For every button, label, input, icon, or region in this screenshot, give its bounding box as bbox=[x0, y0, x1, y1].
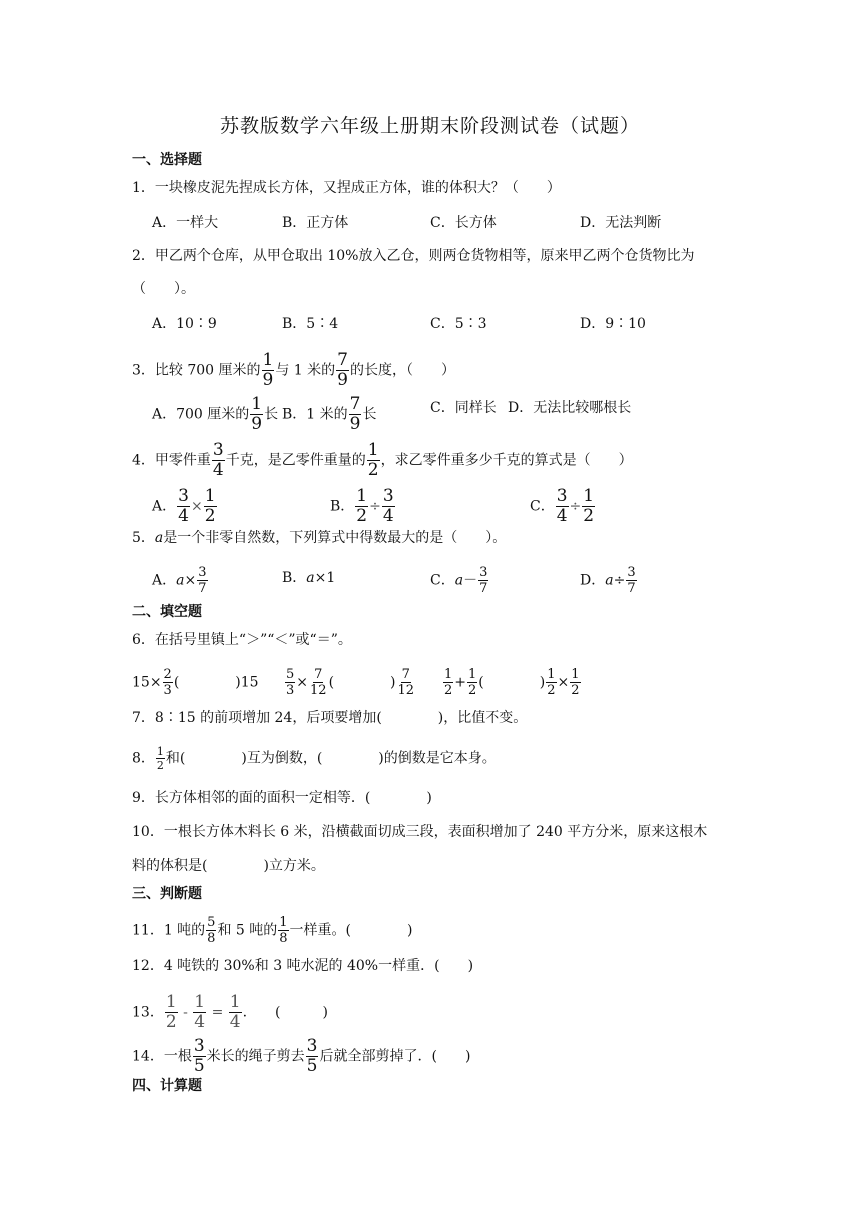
fraction: $\frac{7}{9}$ bbox=[349, 394, 361, 434]
fraction: $\frac{2}{3}$ bbox=[163, 667, 172, 698]
section-heading-choice: 一、选择题 bbox=[132, 152, 202, 168]
question-1-stem: 1．一块橡皮泥先捏成长方体，又捏成正方体，谁的体积大？（ ） bbox=[132, 180, 561, 196]
section-heading-fill: 二、填空题 bbox=[132, 604, 202, 620]
question-14: 14．一根 $\frac{3}{5}$ 米长的绳子剪去 $\frac{3}{5}$ 后就全部剪掉了．( ) bbox=[132, 1036, 471, 1076]
fraction: $\frac{1}{2}$ bbox=[204, 486, 216, 526]
fraction: $\frac{3}{4}$ bbox=[212, 440, 224, 480]
q6-expr-3: $\frac{1}{2}$ + $\frac{1}{2}$ ( ) $\frac{1}{2}$ × $\frac{1}{2}$ bbox=[444, 667, 580, 698]
fraction: $\frac{3}{4}$ bbox=[178, 486, 189, 526]
fraction: $\frac{1}{4}$ bbox=[194, 992, 206, 1032]
q3-option-a: A．700 厘米的 $\frac{1}{9}$ 长 bbox=[152, 394, 279, 434]
fraction: $\frac{1}{2}$ bbox=[156, 745, 164, 772]
q3-text-3: 的长度，（ ） bbox=[350, 362, 455, 379]
q4-option-a: A． $\frac{3}{4}$ × $\frac{1}{2}$ bbox=[152, 486, 216, 526]
q2-option-c: C．5∶3 bbox=[430, 316, 487, 332]
fraction: $\frac{1}{9}$ bbox=[251, 394, 263, 434]
fraction: $\frac{3}{7}$ bbox=[479, 565, 488, 596]
q2-option-d: D．9∶10 bbox=[580, 316, 646, 332]
q3-text-2: 与 1 米的 bbox=[275, 362, 336, 379]
fraction: $\frac{3}{7}$ bbox=[627, 565, 636, 596]
q4-option-b: B． $\frac{1}{2}$ ÷ $\frac{3}{4}$ bbox=[330, 486, 394, 526]
question-2-stem: 2．甲乙两个仓库，从甲仓取出 10%放入乙仓，则两仓货物相等，原来甲乙两个仓货物比为 bbox=[132, 248, 695, 264]
question-6-stem: 6．在括号里镇上“＞”“＜”或“＝”。 bbox=[132, 632, 352, 648]
fraction: $\frac{1}{2}$ bbox=[165, 992, 177, 1032]
fraction: $\frac{1}{2}$ bbox=[571, 667, 580, 698]
q5-option-d: D．a÷ $\frac{3}{7}$ bbox=[580, 565, 636, 596]
question-9: 9．长方体相邻的面的面积一定相等．( ) bbox=[132, 790, 432, 806]
fraction: $\frac{7}{12}$ bbox=[397, 667, 415, 698]
question-8: 8． $\frac{1}{2}$ 和( )互为倒数，( )的倒数是它本身。 bbox=[132, 745, 496, 772]
fraction: $\frac{5}{8}$ bbox=[207, 915, 216, 946]
fraction: $\frac{1}{8}$ bbox=[279, 915, 288, 946]
question-11: 11．1 吨的 $\frac{5}{8}$ 和 5 吨的 $\frac{1}{8}$ 一样重。( ) bbox=[132, 915, 413, 946]
fraction: $\frac{3}{4}$ bbox=[556, 486, 568, 526]
q2-option-a: A．10∶9 bbox=[152, 316, 217, 332]
q2-option-b: B．5∶4 bbox=[282, 316, 339, 332]
q5-option-a: A．a× $\frac{3}{7}$ bbox=[152, 565, 207, 596]
page-title: 苏教版数学六年级上册期末阶段测试卷（试题） bbox=[219, 115, 640, 137]
section-heading-judge: 三、判断题 bbox=[132, 886, 202, 902]
q6-expr-1: 15× $\frac{2}{3}$ ( )15 bbox=[132, 667, 259, 698]
q1-option-d: D．无法判断 bbox=[580, 215, 662, 231]
q1-option-c: C．长方体 bbox=[430, 215, 497, 231]
question-13: 13． $\frac{1}{2}$ - $\frac{1}{4}$ = $\frac{1}{4}$ . ( ) bbox=[132, 992, 328, 1032]
fraction: $\frac{1}{2}$ bbox=[547, 667, 556, 698]
q5-option-b: B．a×1 bbox=[282, 570, 336, 586]
question-10-line-1: 10．一根长方体木料长 6 米，沿横截面切成三段，表面积增加了 240 平方分米，原来这根木 bbox=[132, 824, 708, 840]
q1-option-b: B．正方体 bbox=[282, 215, 349, 231]
fraction: $\frac{1}{2}$ bbox=[583, 486, 595, 526]
fraction: $\frac{1}{4}$ bbox=[229, 992, 241, 1032]
fraction: $\frac{1}{2}$ bbox=[468, 667, 477, 698]
fraction: $\frac{1}{2}$ bbox=[444, 667, 453, 698]
q5-option-c: C．a－ $\frac{3}{7}$ bbox=[430, 565, 488, 596]
q4-option-c: C． $\frac{3}{4}$ ÷ $\frac{1}{2}$ bbox=[530, 486, 595, 526]
question-3-stem bbox=[132, 352, 455, 389]
question-10-line-2: 料的体积是( )立方米。 bbox=[132, 858, 325, 874]
fraction: $\frac{1}{2}$ bbox=[356, 486, 368, 526]
q1-option-a: A．一样大 bbox=[152, 215, 219, 231]
fraction: $\frac{7}{12}$ bbox=[310, 667, 327, 698]
q3-option-b: B．1 米的 $\frac{7}{9}$ 长 bbox=[282, 394, 377, 434]
question-5-stem: 5．a是一个非零自然数，下列算式中得数最大的是（ ）。 bbox=[132, 530, 507, 546]
q3-text-1: 3．比较 700 厘米的 bbox=[132, 362, 261, 379]
fraction: $\frac{3}{5}$ bbox=[306, 1036, 318, 1076]
fraction: $\frac{3}{5}$ bbox=[193, 1036, 205, 1076]
question-7: 7．8∶15 的前项增加 24，后项要增加( )，比值不变。 bbox=[132, 710, 528, 726]
q3-option-d: D．无法比较哪根长 bbox=[508, 400, 632, 416]
question-12: 12．4 吨铁的 30%和 3 吨水泥的 40%一样重．( ) bbox=[132, 958, 474, 974]
fraction: $\frac{5}{3}$ bbox=[286, 667, 295, 698]
question-2-stem-cont: （ ）。 bbox=[132, 281, 195, 297]
section-heading-calc: 四、计算题 bbox=[132, 1078, 202, 1094]
fraction: $\frac{7}{9}$ bbox=[337, 350, 348, 390]
question-4-stem: 4．甲零件重 $\frac{3}{4}$ 千克，是乙零件重量的 $\frac{1}{2}$ ，求乙零件重多少千克的算式是（ ） bbox=[132, 440, 633, 480]
q6-expr-2: $\frac{5}{3}$ × $\frac{7}{12}$ ( ) $\frac{7}{12}$ bbox=[286, 667, 415, 698]
fraction: $\frac{1}{9}$ bbox=[262, 350, 274, 390]
fraction: $\frac{1}{2}$ bbox=[367, 440, 379, 480]
fraction: $\frac{3}{4}$ bbox=[382, 486, 394, 526]
q3-option-c: C．同样长 bbox=[430, 400, 497, 416]
fraction: $\frac{3}{7}$ bbox=[198, 565, 207, 596]
